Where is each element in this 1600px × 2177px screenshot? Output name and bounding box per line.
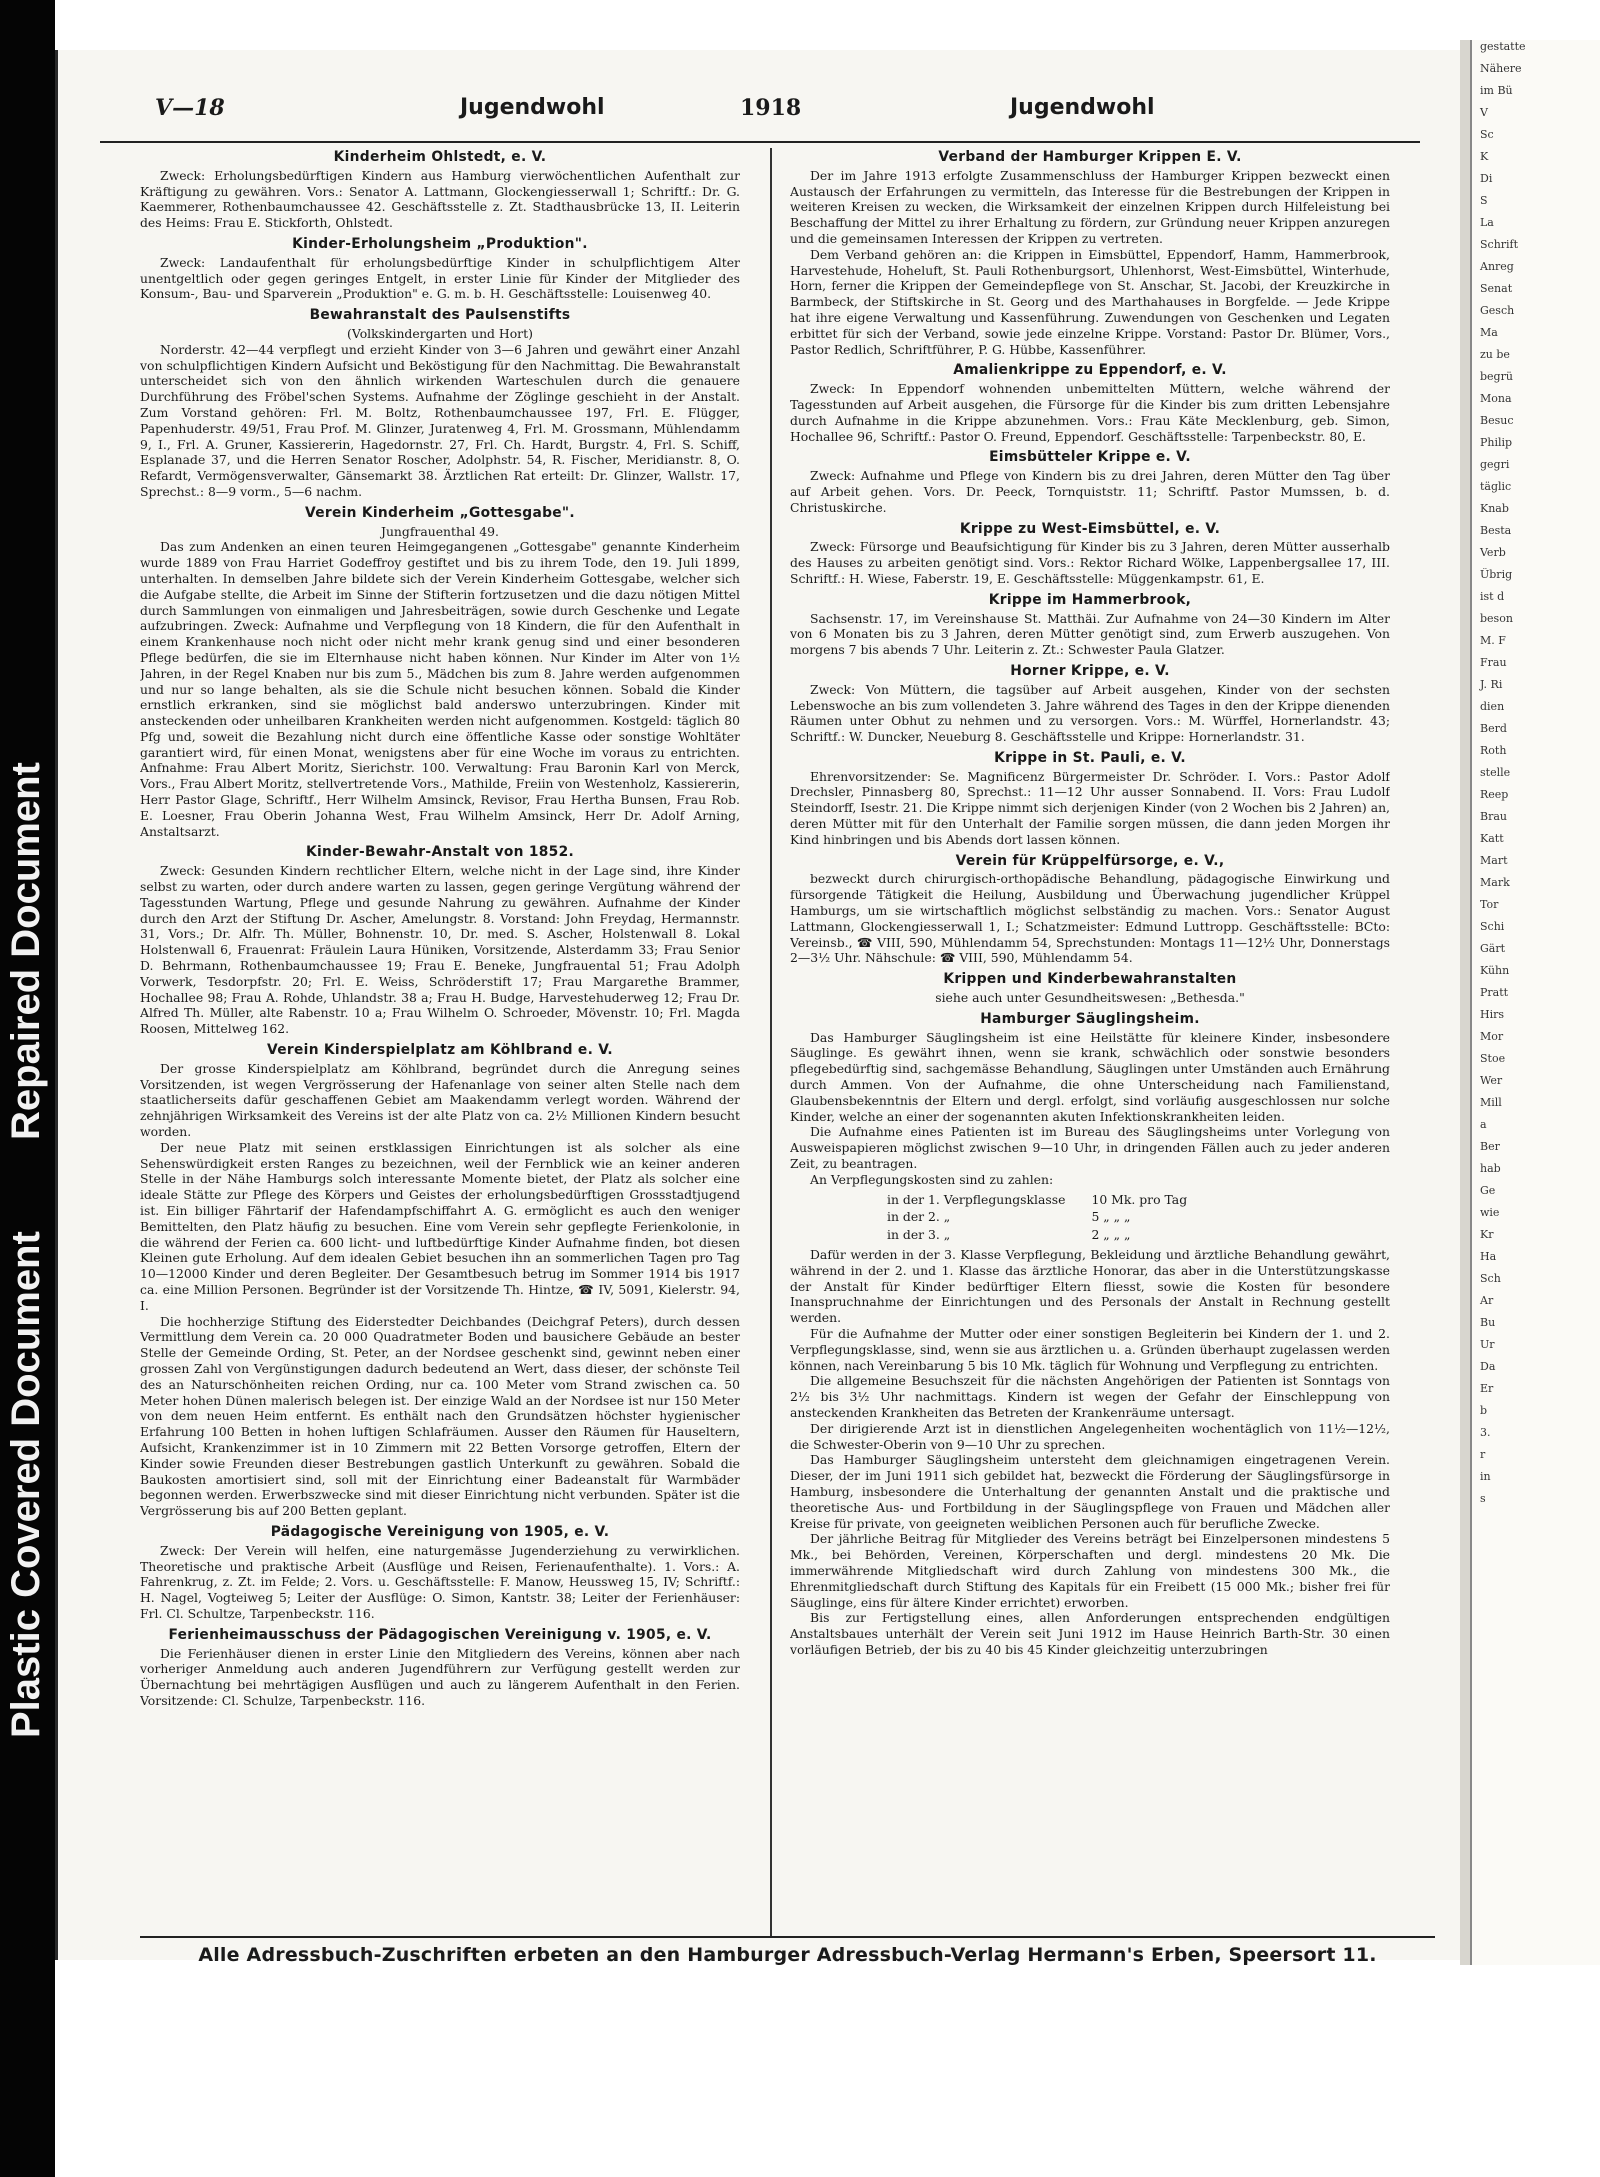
adjacent-page-fragment: Besta bbox=[1480, 524, 1512, 537]
entry-paragraph: Das Hamburger Säuglingsheim untersteht dem gleichnamigen eingetragenen Verein. Dieser, der im Juni 1911 sich gebildet hat, bezweckt die Förderung der Säuglingsfürsorge in Hamburg, insbesondere die Unterhaltung der genannten Anstalt und die praktische und theoretische Aus- und Fortbildung in der Säuglingspflege von Frauen und Mädchen aller Kreise für private, von geeigneten weiblichen Personen auch für berufliche Zwecke. bbox=[790, 1452, 1390, 1531]
entry-paragraph: An Verpflegungskosten sind zu zahlen: bbox=[810, 1171, 1054, 1187]
adjacent-page-fragment: begrü bbox=[1480, 370, 1513, 383]
entry-paragraph: Zweck: Erholungsbedürftigen Kindern aus Hamburg vierwöchentlichen Aufenthalt zur Kräftigung zu gewähren. Vors.: Senator A. Lattmann, Glockengiesserwall 1; Schriftf.: Dr. G. Kaemmerer, Rothenbaumchaussee 42. Geschäftsstelle z. Zt. Stadthausbrücke 13, II. Leiterin des Heims: Frau E. Stickforth, Ohlstedt. bbox=[140, 167, 740, 231]
adjacent-page-fragment: in bbox=[1480, 1470, 1491, 1483]
entry-heading: Ferienheimausschuss der Pädagogischen Vereinigung v. 1905, e. V. bbox=[168, 1626, 712, 1643]
adjacent-page-fragment: Hirs bbox=[1480, 1008, 1505, 1021]
fee-table bbox=[885, 1190, 1213, 1245]
entry-body bbox=[140, 168, 740, 231]
entry-paragraph: Dafür werden in der 3. Klasse Verpflegung, Bekleidung und ärztliche Behandlung gewährt, während in der 2. und 1. Klasse das ärztliche Honorar, das aber in die Unterstützungskasse der Anstalt für Kinder bedürftiger Eltern fliesst, sowie die Kosten für besondere Inanspruchnahme der Einrichtungen und des Personals der Anstalt in Rechnung gestellt werden. bbox=[790, 1247, 1390, 1326]
adjacent-page-fragment: hab bbox=[1480, 1162, 1501, 1175]
entry-body bbox=[790, 381, 1390, 444]
entry-paragraph: Das zum Andenken an einen teuren Heimgegangenen „Gottesgabe" genannte Kinderheim wurde 1889 von Frau Harriet Godeffroy gestiftet und bis zu ihrem Tode, den 19. Juli 1899, unterhalten. In demselben Jahre bildete sich der Verein Kinderheim Gottesgabe, welcher sich die Aufgabe stellte, die Arbeit im Sinne der Stifterin fortzusetzen und die dazu nötigen Mittel durch Sammlungen von einmaligen und Jahresbeiträgen, sowie durch Geschenke und Legate aufzubringen. Zweck: Aufnahme und Verpflegung von 18 Kindern, die für den Aufenthalt in einem Krankenhause noch nicht oder nicht mehr krank genug sind und einer besonderen Pflege bedürfen, die sie im Elternhause nicht haben können. Nur Kinder im Alter von 1½ Jahren, in der Regel Knaben nur bis zum 5., Mädchen bis zum 8. Jahre werden aufgenommen und nur so lange behalten, als sie die Schule nicht besuchen können. Sobald die Kinder ernstlich erkranken, sind sie möglichst bald anderswo unterzubringen. Kinder mit ansteckenden oder unheilbaren Krankheiten werden nicht aufgenommen. Kostgeld: täglich 80 Pfg und, soweit die Bezahlung nicht durch eine öffentliche Kasse oder sonstige Wohltäter garantiert wird, für einen Monat, wenigstens aber für eine Woche im voraus zu entrichten. Anfnahme: Frau Albert Moritz, Sierichstr. 100. Verwaltung: Frau Baronin Karl von Merck, Vors., Frau Albert Moritz, stellvertretende Vors., Mathilde, Freiin von Westenholz, Kassiererin, Herr Pastor Glage, Schriftf., Herr Wilhelm Amsinck, Revisor, Frau Hertha Bunsen, Frau Rob. E. Loesner, Frau Oberin Johanna West, Frau Wilhelm Amsinck, Herr Dr. Adolf Arning, Anstaltsarzt. bbox=[140, 539, 740, 839]
entry-body bbox=[140, 1646, 740, 1709]
adjacent-page-fragment: Ar bbox=[1480, 1294, 1494, 1307]
page-number: V—18 bbox=[155, 95, 225, 121]
directory-entry bbox=[140, 1628, 740, 1709]
entry-body bbox=[790, 871, 1390, 966]
adjacent-page-fragment: Schi bbox=[1480, 920, 1505, 933]
entry-paragraph: Der grosse Kinderspielplatz am Köhlbrand, begründet durch die Anregung seines Vorsitzenden, ist wegen Vergrösserung der Hafenanlage von seiner alten Stelle nach dem staatlicherseits dafür geschaffenen Gebiet am Maakendamm verlegt worden. Während der zehnjährigen Wirksamkeit des Vereins ist der alte Platz von ca. 2½ Millionen Kindern besucht worden. bbox=[140, 1060, 740, 1140]
adjacent-page-fragment: Ber bbox=[1480, 1140, 1500, 1153]
entry-paragraph: Sachsenstr. 17, im Vereinshause St. Matthäi. Zur Aufnahme von 24—30 Kindern im Alter von 6 Monaten bis zu 3 Jahren, deren Mütter genötigt sind, zum Erwerb auszugehen. Von morgens 7 bis abends 7 Uhr. Leiterin z. Zt.: Schwester Paula Glatzer. bbox=[790, 610, 1390, 658]
entry-subheading: (Volkskindergarten und Hort) bbox=[347, 325, 533, 341]
fee-amount: 5 „ „ „ bbox=[1091, 1209, 1131, 1225]
entry-body bbox=[140, 1061, 740, 1519]
directory-entry bbox=[140, 1525, 740, 1622]
adjacent-page-fragment: Verb bbox=[1480, 546, 1506, 559]
entry-heading: Kinder-Erholungsheim „Produktion". bbox=[292, 235, 588, 252]
directory-entry bbox=[790, 664, 1390, 745]
adjacent-page-fragment: M. F bbox=[1480, 634, 1506, 647]
adjacent-page-fragment: r bbox=[1480, 1448, 1486, 1461]
directory-entry bbox=[140, 150, 740, 231]
fee-amount: 2 „ „ „ bbox=[1091, 1227, 1131, 1243]
directory-entry bbox=[140, 506, 740, 840]
entry-paragraph: Zweck: Gesunden Kindern rechtlicher Eltern, welche nicht in der Lage sind, ihre Kinder selbst zu warten, oder durch andere warten zu lassen, gegen geringe Vergütung während der Tagesstunden Wartung, Pflege und gesunde Nahrung zu gewähren. Aufnahme der Kinder durch den Arzt der Stiftung Dr. Ascher, Amelungstr. 8. Vorstand: John Freydag, Hermannstr. 31, Vors.; Dr. Alfr. Th. Müller, Bohnenstr. 10, Dr. med. S. Ascher, Holstenwall 8. Lokal Holstenwall 6, Frauenrat: Fräulein Laura Hüniken, Vorsitzende, Alsterdamm 33; Frau Senior D. Behrmann, Rothenbaumchaussee 19; Frau E. Beneke, Jungfrauental 51; Frau Adolph Vorwerk, Tesdorpfstr. 20; Frl. E. Weiss, Schröderstift 17; Frau Margarethe Brammer, Hochallee 98; Frau A. Rohde, Uhlandstr. 38 a; Frau H. Budge, Harvestehuderweg 12; Frau Dr. Alfred Th. Müller, alte Rabenstr. 10 a; Frau Wilhelm O. Schroeder, Mövenstr. 10; Frl. Magda Roosen, Mittelweg 162. bbox=[140, 863, 740, 1037]
entry-paragraph: Bis zur Fertigstellung eines, allen Anforderungen entsprechenden endgültigen Anstaltsbaues unterhält der Verein seit Juni 1912 im Hause Heinrich Barth-Str. 30 einen vorläufigen Betrieb, der bis zu 40 bis 45 Kinder gleichzeitig unterzubringen bbox=[790, 1610, 1390, 1657]
entry-heading: Eimsbütteler Krippe e. V. bbox=[989, 449, 1191, 466]
adjacent-page-fragment: Knab bbox=[1480, 502, 1509, 515]
entry-body bbox=[790, 168, 1390, 358]
header-title-right: Jugendwohl bbox=[1010, 95, 1155, 120]
entry-paragraph: Zweck: Landaufenthalt für erholungsbedürftige Kinder in schulpflichtigem Alter unentgeltlich oder gegen geringes Entgelt, in erster Linie für Kinder der Mitglieder des Konsum-, Bau- und Sparverein „Produktion" e. G. m. b. H. Geschäftsstelle: Louisenweg 40. bbox=[140, 254, 740, 302]
adjacent-page-fragment: Sc bbox=[1480, 128, 1494, 141]
right-column bbox=[790, 148, 1390, 1933]
entry-heading: Verband der Hamburger Krippen E. V. bbox=[938, 149, 1242, 165]
entry-paragraph: Die hochherzige Stiftung des Eiderstedter Deichbandes (Deichgraf Peters), durch dessen Vermittlung dem Verein ca. 20 000 Quadratmeter Boden und bausichere Gebäude an bester Stelle der Gemeinde Ording, St. Peter, an der Nordsee geschenkt sind, gewinnt neben einer grossen Zahl von Vergünstigungen dadurch bedeutend an Wert, dass dieser, der schönste Teil des an Naturschönheiten reichen Ording, nur ca. 100 Meter vom Strand zwischen ca. 50 Meter hohen Dünen malerisch belegen ist. Der einzige Wald an der Nordsee ist nur 150 Meter von dem neuen Heim entfernt. Es enthält nach den Grundsätzen höchster hygienischer Erfahrung 100 Betten in hohen luftigen Schlafräumen. Ausser den Räumen für Hauseltern, Aufsicht, Krankenzimmer ist in 10 Zimmern mit 22 Betten Vorsorge getroffen, Eltern der Kinder sowie Freunden dieser Bestrebungen gastlich Unterkunft zu gewähren. Sobald die Baukosten amortisiert sind, soll mit der Einrichtung einer Badeanstalt für Warmbäder begonnen werden. Erwerbszwecke sind mit dieser Einrichtung nicht verbunden. Später ist die Vergrösserung bis auf 200 Betten geplant. bbox=[140, 1313, 740, 1519]
adjacent-page-fragment: 3. bbox=[1480, 1426, 1491, 1439]
adjacent-page-fragment: Stoe bbox=[1480, 1052, 1506, 1065]
adjacent-page-fragment: a bbox=[1480, 1118, 1487, 1131]
adjacent-page-fragment: Anreg bbox=[1480, 260, 1514, 273]
adjacent-page-fragment: beson bbox=[1480, 612, 1513, 625]
adjacent-page-fragment: Philip bbox=[1480, 436, 1513, 449]
footer-rule bbox=[140, 1936, 1435, 1938]
entry-paragraph: Die Ferienhäuser dienen in erster Linie den Mitgliedern des Vereins, können aber nach vorheriger Anmeldung auch anderen Jugendführern zur Verfügung gestellt werden zur Übernachtung bei mehrtägigen Ausflügen und auch zu längerem Aufenthalt in den Ferien. Vorsitzende: Cl. Schulze, Tarpenbeckstr. 116. bbox=[140, 1645, 740, 1708]
left-column bbox=[140, 148, 740, 1933]
adjacent-page-fragment: J. Ri bbox=[1480, 678, 1503, 691]
adjacent-page-fragment: Ur bbox=[1480, 1338, 1495, 1351]
entry-body bbox=[790, 468, 1390, 515]
adjacent-page-fragment: ist d bbox=[1480, 590, 1505, 603]
entry-heading: Krippe in St. Pauli, e. V. bbox=[994, 749, 1186, 766]
column-divider bbox=[770, 148, 772, 1938]
entry-paragraph: Die allgemeine Besuchszeit für die nächsten Angehörigen der Patienten ist Sonntags von 2½ bis 3½ Uhr nachmittags. Kindern ist wegen der Gefahr der Einschleppung von ansteckenden Krankheiten das Betreten der Krankenräume untersagt. bbox=[790, 1373, 1390, 1420]
adjacent-page-fragment: La bbox=[1480, 216, 1494, 229]
adjacent-page-fragment: Mor bbox=[1480, 1030, 1504, 1043]
directory-entry bbox=[790, 363, 1390, 444]
adjacent-page-fragment: Roth bbox=[1480, 744, 1507, 757]
adjacent-page-strip bbox=[1470, 40, 1600, 1965]
entry-heading: Horner Krippe, e. V. bbox=[1010, 662, 1170, 679]
adjacent-page-fragment: s bbox=[1480, 1492, 1486, 1505]
adjacent-page-fragment: Gärt bbox=[1480, 942, 1506, 955]
directory-entry bbox=[790, 450, 1390, 515]
directory-entry bbox=[790, 150, 1390, 357]
entry-body bbox=[140, 539, 740, 839]
fee-amount: 10 Mk. pro Tag bbox=[1091, 1191, 1188, 1207]
adjacent-page-fragment: Da bbox=[1480, 1360, 1496, 1373]
directory-entry bbox=[140, 308, 740, 500]
entry-body bbox=[140, 342, 740, 500]
entry-heading: Krippe im Hammerbrook, bbox=[988, 591, 1192, 608]
entry-heading: Verein für Krüppelfürsorge, e. V., bbox=[955, 852, 1225, 869]
entry-heading: Krippe zu West-Eimsbüttel, e. V. bbox=[959, 520, 1221, 537]
stamp-line-2: Repaired Document bbox=[4, 762, 48, 1140]
footer-notice: Alle Adressbuch-Zuschriften erbeten an den Hamburger Adressbuch-Verlag Hermann's Erben, Speersort 11. bbox=[198, 1944, 1377, 1966]
entry-body bbox=[790, 611, 1390, 658]
fee-row bbox=[887, 1209, 1211, 1225]
directory-entry bbox=[790, 751, 1390, 848]
adjacent-page-fragment: b bbox=[1480, 1404, 1488, 1417]
directory-entry bbox=[790, 522, 1390, 587]
adjacent-page-fragment: Er bbox=[1480, 1382, 1494, 1395]
adjacent-page-fragment: V bbox=[1480, 106, 1488, 119]
directory-entry bbox=[790, 854, 1390, 967]
entry-paragraph: Ehrenvorsitzender: Se. Magnificenz Bürgermeister Dr. Schröder. I. Vors.: Pastor Adolf Drechsler, Pinnasberg 80, Sprechst.: 11—12 Uhr ausser Sonnabend. II. Vors: Frau Ludolf Steindorff, Isestr. 21. Die Krippe nimmt sich derjenigen Kinder (von 2 Wochen bis 2 Jahren) an, deren Mütter mit für den Unterhalt der Familie sorgen müssen, die dann jeden Morgen ihr Kind hinbringen und bis Abends dort lassen können. bbox=[790, 768, 1390, 847]
entry-subheading: siehe auch unter Gesundheitswesen: „Bethesda." bbox=[935, 990, 1245, 1006]
fee-label: in der 2. „ bbox=[887, 1209, 951, 1225]
entry-paragraph: Für die Aufnahme der Mutter oder einer sonstigen Begleiterin bei Kindern der 1. und 2. Verpflegungsklasse, sind, wenn sie aus ärztlichen u. a. Gründen überhaupt zugelassen werden können, nach Vereinbarung 5 bis 10 Mk. täglich für Wohnung und Verpflegung zu entrichten. bbox=[790, 1325, 1390, 1373]
directory-entry bbox=[790, 1012, 1390, 1658]
entry-paragraph: Norderstr. 42—44 verpflegt und erzieht Kinder von 3—6 Jahren und gewährt einer Anzahl von schulpflichtigen Kindern Aufsicht und Beköstigung für den Nachmittag. Die Bewahranstalt unterscheidet sich von den ähnlich wirkenden Warteschulen durch die genauere Durchführung des Fröbel'schen Systems. Aufnahme der Zöglinge geschieht in der Anstalt. Zum Vorstand gehören: Frl. M. Boltz, Rothenbaumchaussee 197, Frl. E. Flügger, Papenhuderstr. 49/51, Frau Prof. M. Glinzer, Juratenweg 4, Frl. M. Grossmann, Mühlendamm 9, I., Frl. A. Gruner, Kassiererin, Hagedornstr. 27, Frl. Ch. Hardt, Burgstr. 4, Frl. S. Schiff, Esplanade 37, und die Herren Senator Roscher, Adolphstr. 54, R. Fischer, Meridianstr. 8, O. Refardt, Vermögensverwalter, Gänsemarkt 38. Ärztlichen Rat erteilt: Dr. Glinzer, Wallstr. 17, Sprechst.: 8—9 vorm., 5—6 nachm. bbox=[140, 341, 740, 499]
entry-paragraph: Das Hamburger Säuglingsheim ist eine Heilstätte für kleinere Kinder, insbesondere Säuglinge. Es gewährt ihnen, wenn sie krank, schwächlich oder sonstwie besonders pflegebedürftig sind, sachgemässe Behandlung, Säuglingen unter Umständen auch Ernährung durch Ammen. Von der Aufnahme, die ohne Unterscheidung nach Familienstand, Glaubensbekenntnis der Eltern und dergl. erfolgt, sind vorläufig ausgeschlossen nur solche Kinder, welche an einer der sogenannten akuten Infektionskrankheiten leiden. bbox=[790, 1029, 1390, 1124]
adjacent-page-fragment: zu be bbox=[1480, 348, 1510, 361]
adjacent-page-fragment: Bu bbox=[1480, 1316, 1496, 1329]
adjacent-page-fragment: gegri bbox=[1480, 458, 1510, 471]
adjacent-page-fragment: wie bbox=[1480, 1206, 1500, 1219]
entry-body bbox=[790, 1030, 1390, 1658]
adjacent-page-fragment: Mark bbox=[1480, 876, 1510, 889]
entry-paragraph: bezweckt durch chirurgisch-orthopädische Behandlung, pädagogische Einwirkung und fürsorgende Tätigkeit die Heilung, Ausbildung und Überwachung jugendlicher Krüppel Hamburgs, um sie wirtschaftlich möglichst selbständig zu machen. Vors.: Senator August Lattmann, Glockengiesserwall 1, I.; Schatzmeister: Edmund Luttropp. Geschäftsstelle: BCto: Vereinsb., ☎ VIII, 590, Mühlendamm 54, Sprechstunden: Montags 11—12½ Uhr, Donnerstags 2—3½ Uhr. Nähschule: ☎ VIII, 590, Mühlendamm 54. bbox=[790, 871, 1390, 966]
adjacent-page-fragment: Katt bbox=[1480, 832, 1504, 845]
adjacent-page-fragment: Mart bbox=[1480, 854, 1508, 867]
adjacent-page-fragment: Gesch bbox=[1480, 304, 1515, 317]
adjacent-page-fragment: Ha bbox=[1480, 1250, 1497, 1263]
adjacent-page-fragment: Mona bbox=[1480, 392, 1512, 405]
entry-body bbox=[140, 255, 740, 302]
entry-paragraph: Der dirigierende Arzt ist in dienstlichen Angelegenheiten wochentäglich von 11½—12½, die Schwester-Oberin von 9—10 Uhr zu sprechen. bbox=[790, 1420, 1390, 1452]
entry-body bbox=[790, 769, 1390, 848]
directory-entry bbox=[140, 845, 740, 1037]
entry-heading: Krippen und Kinderbewahranstalten bbox=[943, 971, 1237, 988]
adjacent-page-fragment: Brau bbox=[1480, 810, 1507, 823]
adjacent-page-fragment: Reep bbox=[1480, 788, 1509, 801]
fee-row bbox=[887, 1227, 1211, 1243]
entry-paragraph: Der jährliche Beitrag für Mitglieder des Vereins beträgt bei Einzelpersonen mindestens 5 Mk., bei Behörden, Vereinen, Körperschaften und dergl. mindestens 20 Mk. Die immerwährende Mitgliedschaft wird durch Zahlung von mindestens 300 Mk., die Ehrenmitgliedschaft durch Stiftung des Kapitals für ein Freibett (15 000 Mk.; bisher frei für Säuglinge, eins für ältere Kinder errichtet) erworben. bbox=[790, 1531, 1390, 1610]
directory-entry bbox=[140, 1043, 740, 1519]
entry-heading: Amalienkrippe zu Eppendorf, e. V. bbox=[953, 362, 1227, 379]
entry-heading: Bewahranstalt des Paulsenstifts bbox=[309, 307, 571, 324]
running-header bbox=[100, 95, 1420, 143]
page-edge bbox=[1460, 40, 1470, 1965]
adjacent-page-fragment: Nähere bbox=[1480, 62, 1522, 75]
entry-heading: Verein Kinderspielplatz am Köhlbrand e. V. bbox=[267, 1042, 613, 1059]
adjacent-page-fragment: Kühn bbox=[1480, 964, 1510, 977]
entry-body bbox=[140, 863, 740, 1037]
adjacent-page-fragment: Berd bbox=[1480, 722, 1507, 735]
fee-row bbox=[887, 1192, 1211, 1208]
entry-subheading: Jungfrauenthal 49. bbox=[380, 523, 499, 539]
conservation-stamp bbox=[0, 0, 55, 1760]
entry-body bbox=[790, 682, 1390, 745]
entry-paragraph: Dem Verband gehören an: die Krippen in Eimsbüttel, Eppendorf, Hamm, Hammerbrook, Harvestehude, Hoheluft, St. Pauli Rothenburgsort, Uhlenhorst, West-Eimsbüttel, Winterhude, Horn, ferner die Krippen der Gemeindepflege von St. Anschar, St. Jacobi, der Kreuzkirche in Barmbeck, der Stiftskirche in St. Georg und des Marthahauses in Borgfelde. — Jede Krippe hat ihre eigene Verwaltung und Kassenführung. Zuwendungen von Geschenken und Legaten erbittet für sich der Verband, sowie jede einzelne Krippe. Vorstand: Pastor Dr. Blümer, Vors., Pastor Redlich, Schriftführer, P. G. Hübbe, Kassenführer. bbox=[790, 246, 1390, 357]
adjacent-page-fragment: täglic bbox=[1480, 480, 1512, 493]
entry-heading: Pädagogische Vereinigung von 1905, e. V. bbox=[270, 1523, 610, 1540]
entry-paragraph: Der im Jahre 1913 erfolgte Zusammenschluss der Hamburger Krippen bezweckt einen Austausch der Erfahrungen zu vermitteln, das Interesse für die Bestrebungen der Krippen in weiteren Kreisen zu wecken, die Wirksamkeit der einzelnen Krippen durch Hilfeleistung bei Beschaffung der Mittel zu ihrer Erhaltung zu fördern, zur Gründung neuer Krippen anzuregen und die gemeinsamen Interessen der Krippen zu vertreten. bbox=[790, 167, 1390, 246]
fee-label: in der 1. Verpflegungsklasse bbox=[887, 1191, 1066, 1207]
entry-heading: Hamburger Säuglingsheim. bbox=[980, 1010, 1200, 1027]
adjacent-page-fragment: im Bü bbox=[1480, 84, 1513, 97]
adjacent-page-fragment: Mill bbox=[1480, 1096, 1502, 1109]
adjacent-page-fragment: Sch bbox=[1480, 1272, 1501, 1285]
entry-paragraph: Die Aufnahme eines Patienten ist im Bureau des Säuglingsheims unter Vorlegung von Ausweispapieren möglichst zwischen 9—10 Uhr, in dringenden Fällen auch zu jeder anderen Zeit, zu beantragen. bbox=[790, 1124, 1390, 1172]
adjacent-page-fragment: Wer bbox=[1480, 1074, 1503, 1087]
entry-paragraph: Zweck: Aufnahme und Pflege von Kindern bis zu drei Jahren, deren Mütter den Tag über auf Arbeit gehen. Vors. Dr. Peeck, Tornquiststr. 11; Schriftf. Pastor Mumssen, b. d. Christuskirche. bbox=[790, 468, 1390, 515]
directory-entry bbox=[790, 972, 1390, 1006]
header-year: 1918 bbox=[740, 95, 802, 121]
adjacent-page-fragment: Ge bbox=[1480, 1184, 1496, 1197]
entry-paragraph: Zweck: Fürsorge und Beaufsichtigung für Kinder bis zu 3 Jahren, deren Mütter ausserhalb des Hauses zu arbeiten genötigt sind. Vors.: Rektor Richard Wölke, Lappenbergsallee 17, III. Schriftf.: H. Wiese, Faberstr. 19, E. Geschäftsstelle: Müggenkampstr. 61, E. bbox=[790, 539, 1390, 586]
adjacent-page-fragment: Übrig bbox=[1480, 568, 1513, 581]
entry-paragraph: Der neue Platz mit seinen erstklassigen Einrichtungen ist als solcher als eine Sehenswürdigkeit ersten Ranges zu bezeichnen, weil der Fernblick wie an keiner anderen Stelle in der Nähe Hamburgs solch interessante Momente bietet, der Platz als solcher eine ideale Stätte zur Pflege des Körpers und Geistes der erholungsbedürftigen Grossstadtjugend ist. Ein billiger Fährtarif der Hafendampfschiffahrt A. G. ermöglicht es auch den weniger Bemittelten, den Platz häufig zu besuchen. Eine vom Verein sehr gepflegte Ferienkolonie, in die während der Ferien ca. 600 licht- und luftbedürftige Kinder Aufnahme finden, bot diesen Kleinen gute Erholung. Auf dem idealen Gebiet besuchen ihn an sommerlichen Tagen pro Tag 10—12000 Kinder und deren Begleiter. Der Gesamtbesuch betrug im Sommer 1914 bis 1917 ca. eine Million Personen. Begründer ist der Vorsitzende Th. Hintze, ☎ IV, 5091, Kielerstr. 94, I. bbox=[140, 1139, 740, 1313]
adjacent-page-fragment: Schrift bbox=[1480, 238, 1519, 251]
entry-paragraph: Zweck: Der Verein will helfen, eine naturgemässe Jugenderziehung zu verwirklichen. Theoretische und praktische Arbeit (Ausflüge und Reisen, Ferienaufenthalte). 1. Vors.: A. Fahrenkrug, z. Zt. im Felde; 2. Vors. u. Geschäftsstelle: F. Manow, Heussweg 15, IV; Schriftf.: H. Nagel, Vogteiweg 5; Leiter der Ausflüge: O. Simon, Kantstr. 38; Leiter der Ferienhäuser: Frl. Cl. Schultze, Tarpenbeckstr. 116. bbox=[140, 1542, 740, 1621]
adjacent-page-fragment: K bbox=[1480, 150, 1489, 163]
adjacent-page-fragment: Frau bbox=[1480, 656, 1507, 669]
adjacent-page-fragment: dien bbox=[1480, 700, 1505, 713]
entry-paragraph: Zweck: Von Müttern, die tagsüber auf Arbeit ausgehen, Kinder von der sechsten Lebenswoche an bis zum vollendeten 3. Jahre während des Tages in den der Krippe dienenden Räumen unter Obhut zu nehmen und zu versorgen. Vors.: M. Würffel, Hornerlandstr. 43; Schriftf.: W. Duncker, Neueburg 8. Geschäftsstelle und Krippe: Hornerlandstr. 31. bbox=[790, 681, 1390, 745]
adjacent-page-fragment: Ma bbox=[1480, 326, 1498, 339]
fee-label: in der 3. „ bbox=[887, 1227, 951, 1243]
adjacent-page-fragment: stelle bbox=[1480, 766, 1511, 779]
adjacent-page-fragment: S bbox=[1480, 194, 1488, 207]
adjacent-page-fragment: Di bbox=[1480, 172, 1493, 185]
entry-body bbox=[790, 539, 1390, 586]
entry-heading: Verein Kinderheim „Gottesgabe". bbox=[305, 504, 575, 521]
adjacent-page-fragment: gestatte bbox=[1480, 40, 1526, 53]
adjacent-page-fragment: Besuc bbox=[1480, 414, 1514, 427]
header-title-left: Jugendwohl bbox=[460, 95, 605, 120]
entry-heading: Kinder-Bewahr-Anstalt von 1852. bbox=[305, 844, 575, 861]
stamp-line-1: Plastic Covered Document bbox=[4, 1231, 48, 1738]
directory-entry bbox=[790, 593, 1390, 658]
adjacent-page-fragment: Senat bbox=[1480, 282, 1513, 295]
entry-heading: Kinderheim Ohlstedt, e. V. bbox=[333, 149, 547, 165]
directory-entry bbox=[140, 237, 740, 302]
adjacent-page-fragment: Kr bbox=[1480, 1228, 1494, 1241]
entry-body bbox=[140, 1543, 740, 1622]
entry-paragraph: Zweck: In Eppendorf wohnenden unbemittelten Müttern, welche während der Tagesstunden auf Arbeit ausgehen, die Fürsorge für die Kinder bis zum dritten Lebensjahre durch Aufnahme in die Krippe abzunehmen. Vors.: Frau Käte Mecklenburg, geb. Simon, Hochallee 96, Schriftf.: Pastor O. Freund, Eppendorf. Geschäftsstelle: Tarpenbeckstr. 80, E. bbox=[790, 381, 1390, 444]
adjacent-page-fragment: Tor bbox=[1480, 898, 1499, 911]
adjacent-page-fragment: Pratt bbox=[1480, 986, 1509, 999]
